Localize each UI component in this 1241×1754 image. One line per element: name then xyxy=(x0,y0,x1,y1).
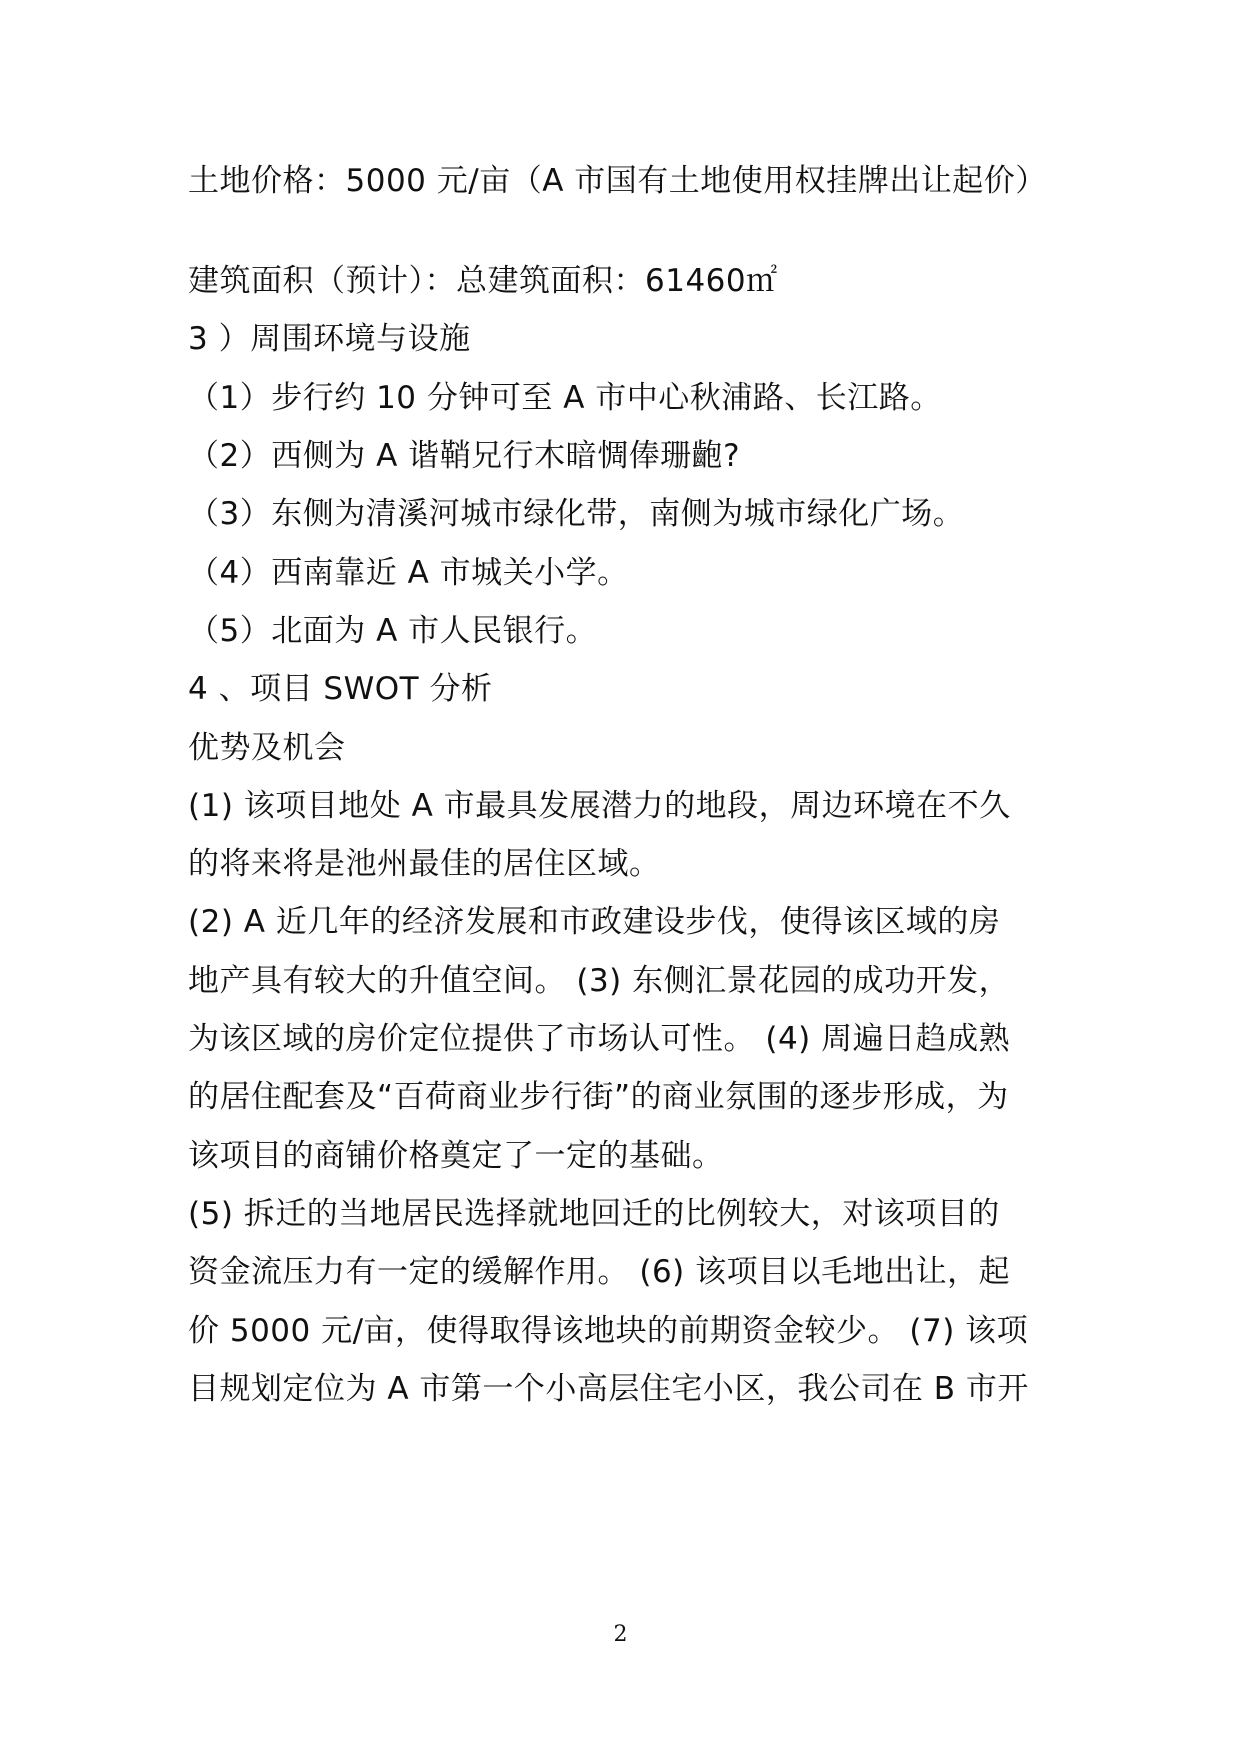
paragraph-line: 价 5000 元/亩，使得取得该地块的前期资金较少。 (7) 该项 xyxy=(188,1313,1029,1349)
section-heading-surroundings: 3 ）周围环境与设施 xyxy=(188,321,471,357)
list-item: （5）北面为 A 市人民银行。 xyxy=(188,613,598,649)
building-area-line: 建筑面积（预计）：总建筑面积：61460㎡ xyxy=(188,263,778,299)
paragraph-line: 资金流压力有一定的缓解作用。 (6) 该项目以毛地出让，起 xyxy=(188,1254,1011,1290)
list-item: （1）步行约 10 分钟可至 A 市中心秋浦路、长江路。 xyxy=(188,380,942,416)
paragraph-line: 的将来将是池州最佳的居住区域。 xyxy=(188,846,661,882)
paragraph-line: 为该区域的房价定位提供了市场认可性。 (4) 周遍日趋成熟 xyxy=(188,1021,1011,1057)
paragraph-line: 目规划定位为 A 市第一个小高层住宅小区，我公司在 B 市开 xyxy=(188,1371,1029,1407)
paragraph-line: (2) A 近几年的经济发展和市政建设步伐，使得该区域的房 xyxy=(188,904,1001,940)
paragraph-line: 的居住配套及“百荷商业步行街”的商业氛围的逐步形成，为 xyxy=(188,1079,1009,1115)
list-item: （2）西侧为 A 谐鞘兄行木暗惆俸珊齙? xyxy=(188,438,741,474)
paragraph-line: (1) 该项目地处 A 市最具发展潜力的地段，周边环境在不久 xyxy=(188,788,1011,824)
paragraph-line: (5) 拆迁的当地居民选择就地回迁的比例较大，对该项目的 xyxy=(188,1196,1000,1232)
land-price-line: 土地价格：5000 元/亩（A 市国有土地使用权挂牌出让起价） xyxy=(188,163,1047,199)
paragraph-line: 地产具有较大的升值空间。 (3) 东侧汇景花园的成功开发， xyxy=(188,963,1011,999)
paragraph-line: 该项目的商铺价格奠定了一定的基础。 xyxy=(188,1138,724,1174)
list-item: （4）西南靠近 A 市城关小学。 xyxy=(188,555,629,591)
section-heading-swot: 4 、项目 SWOT 分析 xyxy=(188,671,493,707)
subheading-strengths: 优势及机会 xyxy=(188,730,346,766)
list-item: （3）东侧为清溪河城市绿化带，南侧为城市绿化广场。 xyxy=(188,496,965,532)
page-number: 2 xyxy=(613,1622,628,1647)
